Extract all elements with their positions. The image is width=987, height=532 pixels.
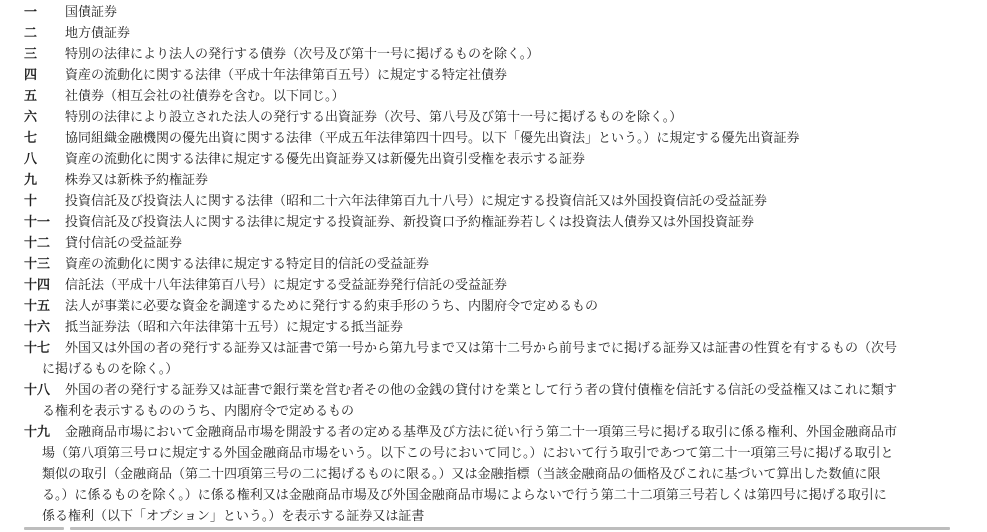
item-text: 投資信託及び投資法人に関する法律に規定する投資証券、新投資口予約権証券若しくは投資法人債券又は外国投資証券 (65, 215, 755, 230)
list-item (24, 170, 974, 191)
item-text-line: 外国の者の発行する証券又は証書で銀行業を営む者その他の金銭の貸付けを業として行う者の貸付債権を信託する信託の受益権又はこれに類す (65, 383, 898, 398)
item-number: 十七 (24, 341, 51, 356)
item-number: 十五 (24, 299, 51, 314)
item-text-line: に掲げるものを除く。） (42, 362, 179, 377)
item-text: 貸付信託の受益証券 (65, 236, 183, 251)
item-number: 十三 (24, 257, 51, 272)
item-text: 国債証券 (65, 5, 118, 20)
list-item (24, 317, 974, 338)
item-text: 法人が事業に必要な資金を調達するために発行する約束手形のうち、内閣府令で定めるもの (65, 299, 599, 314)
item-number: 一 (24, 5, 38, 20)
item-number: 七 (24, 131, 38, 146)
list-item (24, 86, 974, 107)
item-text: 地方債証券 (65, 26, 131, 41)
item-number: 十 (24, 194, 38, 209)
item-text-line: る。）に係るものを除く。）に係る権利又は金融商品市場及び外国金融商品市場によらないで行う第二十二項第三号若しくは第四号に掲げる取引に (42, 488, 887, 503)
list-item (24, 296, 974, 317)
item-number: 二 (24, 26, 38, 41)
item-number: 十四 (24, 278, 51, 293)
list-item (24, 23, 974, 44)
item-number: 三 (24, 47, 38, 62)
cut-off-glyphs (24, 527, 64, 530)
list-item (24, 65, 974, 86)
item-text: 資産の流動化に関する法律に規定する特定目的信託の受益証券 (65, 257, 430, 272)
item-text-line: 外国又は外国の者の発行する証券又は証書で第一号から第九号まで又は第十二号から前号までに掲げる証券又は証書の性質を有するもの（次号 (65, 341, 898, 356)
list-item (24, 254, 974, 275)
list-item (24, 338, 974, 380)
item-text: 株券又は新株予約権証券 (65, 173, 209, 188)
list-item (24, 380, 974, 422)
item-number: 十六 (24, 320, 51, 335)
list-item (24, 422, 974, 527)
item-text: 資産の流動化に関する法律に規定する優先出資証券又は新優先出資引受権を表示する証券 (65, 152, 586, 167)
item-text: 特別の法律により法人の発行する債券（次号及び第十一号に掲げるものを除く。） (65, 47, 540, 62)
list-item (24, 233, 974, 254)
list-item (24, 44, 974, 65)
list-item (24, 128, 974, 149)
list-item (24, 107, 974, 128)
cut-off-glyphs (70, 527, 950, 530)
list-item (24, 2, 974, 23)
list-item (24, 212, 974, 233)
item-number: 五 (24, 89, 38, 104)
item-text-line: 係る権利（以下「オプション」という。）を表示する証券又は証書 (42, 509, 425, 524)
item-text: 社債券（相互会社の社債券を含む。以下同じ。） (65, 89, 345, 104)
item-number: 十九 (24, 425, 51, 440)
item-number: 六 (24, 110, 38, 125)
item-number: 八 (24, 152, 38, 167)
item-text: 協同組織金融機関の優先出資に関する法律（平成五年法律第四十四号。以下「優先出資法」という。）に規定する優先出資証券 (65, 131, 800, 146)
item-number: 十八 (24, 383, 51, 398)
item-text-line: 金融商品市場において金融商品市場を開設する者の定める基準及び方法に従い行う第二十一項第三号に掲げる取引に係る権利、外国金融商品市 (65, 425, 898, 440)
item-text-line: る権利を表示するもののうち、内閣府令で定めるもの (42, 404, 355, 419)
item-text-line: 場（第八項第三号ロに規定する外国金融商品市場をいう。以下この号において同じ。）において行う取引であつて第二十一項第三号に掲げる取引と (42, 446, 894, 461)
list-item (24, 275, 974, 296)
item-number: 十二 (24, 236, 51, 251)
list-item (24, 191, 974, 212)
item-text: 資産の流動化に関する法律（平成十年法律第百五号）に規定する特定社債券 (65, 68, 508, 83)
item-text: 投資信託及び投資法人に関する法律（昭和二十六年法律第百九十八号）に規定する投資信託又は外国投資信託の受益証券 (65, 194, 768, 209)
item-text: 抵当証券法（昭和六年法律第十五号）に規定する抵当証券 (65, 320, 404, 335)
cut-off-next-line (24, 524, 974, 532)
item-text: 特別の法律により設立された法人の発行する出資証券（次号、第八号及び第十一号に掲げるものを除く。） (65, 110, 683, 125)
list-item (24, 149, 974, 170)
item-number: 九 (24, 173, 38, 188)
item-text: 信託法（平成十八年法律第百八号）に規定する受益証券発行信託の受益証券 (65, 278, 508, 293)
item-number: 十一 (24, 215, 51, 230)
item-number: 四 (24, 68, 38, 83)
item-text-line: 類似の取引（金融商品（第二十四項第三号の二に掲げるものに限る。）又は金融指標（当該金融商品の価格及びこれに基づいて算出した数値に限 (42, 467, 881, 482)
